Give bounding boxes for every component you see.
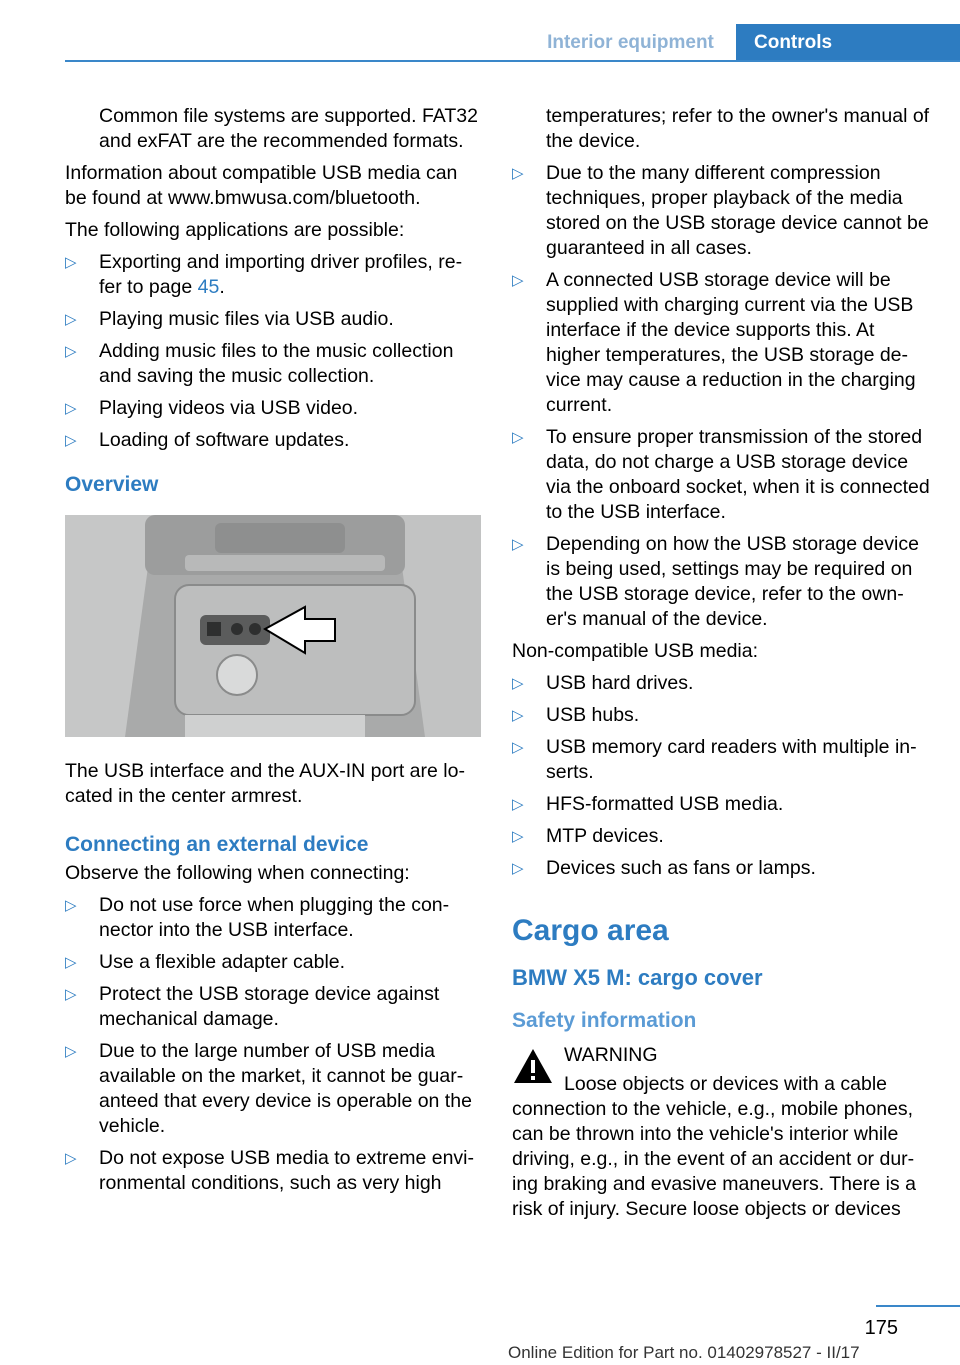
applications-list	[65, 250, 483, 453]
list-item	[65, 396, 483, 421]
noncompatible-intro: Non-compatible USB media:	[512, 640, 759, 662]
bullet-icon: ▷	[65, 311, 77, 328]
overview-heading: Overview	[65, 473, 159, 496]
list-item	[512, 735, 932, 785]
connecting-heading: Connecting an external device	[65, 833, 369, 856]
list-item-text: Protect the USB storage device against mechanical damage.	[99, 983, 440, 1030]
list-item	[65, 893, 483, 943]
bullet-icon: ▷	[65, 1150, 77, 1167]
bullet-icon: ▷	[65, 954, 77, 971]
list-item	[512, 703, 932, 728]
bullet-icon: ▷	[65, 400, 77, 417]
bullet-icon: ▷	[512, 536, 524, 553]
warning-label: WARNING	[564, 1044, 658, 1066]
bullet-icon: ▷	[512, 739, 524, 756]
warning-box	[512, 1043, 932, 1068]
list-item-text: Playing music files via USB audio.	[99, 308, 394, 330]
bullet-icon: ▷	[512, 165, 524, 182]
list-item-text: To ensure proper transmission of the stored data, do not charge a USB storage device via the onboard socket, when it is connected to the USB interface.	[546, 426, 930, 523]
list-item	[65, 339, 483, 389]
list-item	[65, 982, 483, 1032]
continued-text: temperatures; refer to the owner's manual of the device.	[546, 105, 930, 152]
bullet-icon: ▷	[512, 429, 524, 446]
armrest-usb-photo	[65, 515, 481, 737]
list-item-text: Playing videos via USB video.	[99, 397, 359, 419]
list-item	[512, 532, 932, 632]
bullet-icon: ▷	[512, 675, 524, 692]
cargo-cover-heading: BMW X5 M: cargo cover	[512, 965, 763, 990]
noncompatible-list	[512, 671, 932, 881]
bullet-icon: ▷	[512, 796, 524, 813]
list-item-text: Exporting and importing driver profiles, re‐fer to page	[99, 251, 463, 298]
list-item-text: Adding music files to the music collection and saving the music collection.	[99, 340, 454, 387]
list-item	[512, 425, 932, 525]
list-item	[512, 161, 932, 261]
armrest-caption: The USB interface and the AUX-IN port are lo‐cated in the center armrest.	[65, 760, 465, 807]
applications-intro: The following applications are possible:	[65, 219, 405, 241]
connecting-intro: Observe the following when connecting:	[65, 862, 410, 884]
armrest-illustration	[65, 515, 481, 737]
list-item	[512, 792, 932, 817]
list-item-text: HFS-formatted USB media.	[546, 793, 784, 815]
list-item-text: Due to the large number of USB media available on the market, it cannot be guar‐anteed that every device is operable on the vehicle.	[99, 1040, 472, 1137]
list-item	[65, 307, 483, 332]
list-item-text: Loading of software updates.	[99, 429, 350, 451]
list-item-text: Devices such as fans or lamps.	[546, 857, 816, 879]
list-item	[65, 1146, 483, 1196]
warning-triangle-icon	[512, 1047, 554, 1085]
list-item-text: A connected USB storage device will be supplied with charging current via the USB interface if the device supports this. At higher temperatures, the USB storage de‐vice may cause a reduction in the charging current.	[546, 269, 916, 416]
bullet-icon: ▷	[512, 828, 524, 845]
header-rule	[65, 60, 960, 62]
bullet-icon: ▷	[65, 254, 77, 271]
edition-footer: Online Edition for Part no. 01402978527 - II/17	[508, 1343, 860, 1362]
list-item	[512, 671, 932, 696]
bullet-icon: ▷	[65, 432, 77, 449]
warning-text: Loose objects or devices with a cable connection to the vehicle, e.g., mobile phones, can be thrown into the vehicle's interior while driving, e.g., in the event of an accident or dur‐ing braking and evasive maneuvers. There is a risk of injury. Secure loose objects or devices	[512, 1073, 916, 1220]
list-item-text: Depending on how the USB storage device is being used, settings may be required on the USB storage device, refer to the own‐er's manual of the device.	[546, 533, 919, 630]
page-number: 175	[864, 1317, 898, 1339]
bullet-icon: ▷	[65, 897, 77, 914]
list-item-text: USB hard drives.	[546, 672, 694, 694]
usb-notes-list	[512, 161, 932, 632]
bullet-icon: ▷	[65, 1043, 77, 1060]
cargo-area-heading: Cargo area	[512, 914, 669, 947]
list-item-text: Use a flexible adapter cable.	[99, 951, 346, 973]
safety-info-heading: Safety information	[512, 1009, 697, 1032]
footer-rule	[876, 1305, 960, 1307]
list-item	[512, 824, 932, 849]
list-item	[512, 268, 932, 418]
connecting-list	[65, 893, 483, 1196]
list-item-text: USB hubs.	[546, 704, 640, 726]
compatibility-info: Information about compatible USB media can be found at www.bmwusa.com/bluetooth.	[65, 162, 458, 209]
list-item-text: Do not use force when plugging the con‐nector into the USB interface.	[99, 894, 450, 941]
list-item-punct: .	[219, 276, 225, 298]
list-item	[65, 428, 483, 453]
page-link[interactable]: 45	[197, 276, 220, 298]
right-column	[512, 104, 932, 1229]
list-item	[65, 250, 483, 300]
list-item	[512, 856, 932, 881]
bullet-icon: ▷	[65, 343, 77, 360]
list-item-text: Do not expose USB media to extreme envi‐ronmental conditions, such as very high	[99, 1147, 475, 1194]
list-item	[65, 1039, 483, 1139]
left-column	[65, 104, 483, 1203]
bullet-icon: ▷	[512, 707, 524, 724]
list-item	[65, 950, 483, 975]
bullet-icon: ▷	[65, 986, 77, 1003]
header-chapter-tab[interactable]: Controls	[736, 24, 960, 61]
list-item-text: Due to the many different compression techniques, proper playback of the media stored on the USB storage device cannot be guaranteed in all cases.	[546, 162, 929, 259]
bullet-icon: ▷	[512, 272, 524, 289]
bullet-icon: ▷	[512, 860, 524, 877]
list-item-text: MTP devices.	[546, 825, 664, 847]
file-systems-note: Common file systems are supported. FAT32 and exFAT are the recommended formats.	[99, 105, 478, 152]
list-item-text: USB memory card readers with multiple in‐serts.	[546, 736, 917, 783]
header-section-tab[interactable]: Interior equipment	[547, 32, 714, 53]
